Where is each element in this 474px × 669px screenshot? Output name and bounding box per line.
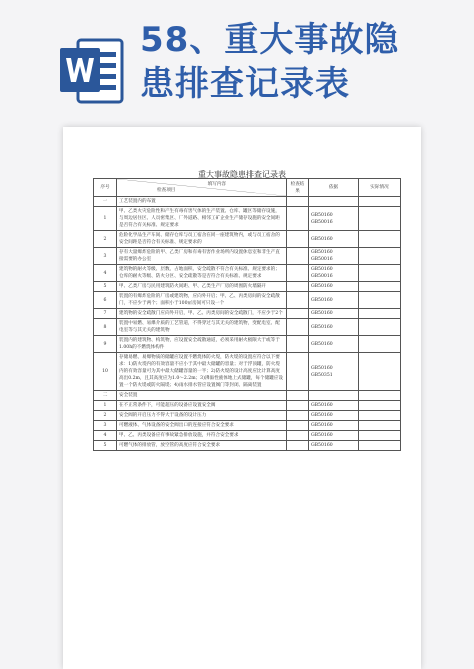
row-result[interactable] bbox=[287, 292, 309, 309]
row-no: 3 bbox=[94, 421, 117, 431]
row-check-item: 安全阀的开启压力不得大于设备的设计压力 bbox=[117, 411, 287, 421]
row-no: 1 bbox=[94, 401, 117, 411]
table-row bbox=[94, 309, 401, 319]
basis-code: GB50160 bbox=[311, 443, 333, 448]
row-basis bbox=[309, 282, 359, 292]
basis-code: GB50016 bbox=[311, 257, 333, 262]
row-result[interactable] bbox=[287, 265, 309, 282]
row-check-item: 可燃液体、气体设备的安全阀出口的连接应符合安全要求 bbox=[117, 421, 287, 431]
row-no: 4 bbox=[94, 431, 117, 441]
document-title: 重大事故隐患排查记录表 bbox=[198, 170, 286, 179]
row-basis bbox=[309, 319, 359, 336]
row-note[interactable] bbox=[359, 441, 401, 451]
row-result[interactable] bbox=[287, 441, 309, 451]
col-basis: 依据 bbox=[309, 179, 359, 197]
row-basis bbox=[309, 207, 359, 231]
table-row bbox=[94, 231, 401, 248]
empty-cell bbox=[309, 391, 359, 401]
row-check-item: 装置内的建筑物、构筑物，应设置安全疏散通道，必须采用耐火极限大于或等于1.00h的不燃烧体构件 bbox=[117, 336, 287, 353]
row-basis bbox=[309, 421, 359, 431]
row-check-item: 甲、乙类厂房与民用建筑防火间距、甲、乙类生产厂房的周围防火墙隔开 bbox=[117, 282, 287, 292]
row-result[interactable] bbox=[287, 431, 309, 441]
section-name: 安全装置 bbox=[117, 391, 287, 401]
row-basis bbox=[309, 401, 359, 411]
row-no: 6 bbox=[94, 292, 117, 309]
row-basis bbox=[309, 292, 359, 309]
row-result[interactable] bbox=[287, 207, 309, 231]
inspection-table bbox=[93, 178, 401, 451]
row-no: 8 bbox=[94, 319, 117, 336]
row-no: 4 bbox=[94, 265, 117, 282]
row-basis bbox=[309, 353, 359, 391]
table-row bbox=[94, 411, 401, 421]
row-no: 10 bbox=[94, 353, 117, 391]
section-no: 一 bbox=[94, 197, 117, 207]
row-result[interactable] bbox=[287, 309, 309, 319]
basis-code: GB50160 bbox=[311, 297, 333, 303]
row-note[interactable] bbox=[359, 282, 401, 292]
basis-code: GB50160 bbox=[311, 212, 333, 218]
row-note[interactable] bbox=[359, 309, 401, 319]
table-header-row bbox=[94, 179, 401, 197]
table-row bbox=[94, 421, 401, 431]
row-check-item: 装置中易燃、易爆介质的工艺管道，不得穿过与其无关的建筑物，变配电室、配电室等与其无关的建筑物 bbox=[117, 319, 287, 336]
title-line-2: 患排查记录表 bbox=[140, 64, 350, 104]
row-result[interactable] bbox=[287, 248, 309, 265]
diagonal-divider bbox=[117, 179, 286, 196]
row-check-item: 在不正常条件下，可能超压的设备应设置安全阀 bbox=[117, 401, 287, 411]
empty-cell bbox=[287, 391, 309, 401]
row-no: 5 bbox=[94, 441, 117, 451]
empty-cell bbox=[359, 197, 401, 207]
basis-code: GB50160 bbox=[311, 267, 333, 272]
row-no: 7 bbox=[94, 309, 117, 319]
basis-code: GB50160 bbox=[311, 413, 333, 418]
table-row bbox=[94, 282, 401, 292]
row-no: 2 bbox=[94, 411, 117, 421]
row-result[interactable] bbox=[287, 421, 309, 431]
row-check-item: 可燃气体的排放管，放空管的高度应符合安全要求 bbox=[117, 441, 287, 451]
basis-code: GB50160 bbox=[311, 324, 333, 330]
row-basis bbox=[309, 441, 359, 451]
row-note[interactable] bbox=[359, 319, 401, 336]
col-fill-content: 填写内容 bbox=[207, 182, 226, 187]
section-name: 工艺装置内的布置 bbox=[117, 197, 287, 207]
row-basis bbox=[309, 431, 359, 441]
empty-cell bbox=[287, 197, 309, 207]
row-note[interactable] bbox=[359, 336, 401, 353]
page-title bbox=[140, 18, 399, 106]
empty-cell bbox=[359, 391, 401, 401]
row-no: 1 bbox=[94, 207, 117, 231]
row-result[interactable] bbox=[287, 401, 309, 411]
row-check-item: 建筑物的安全疏散门应向外开启，甲、乙、丙类房间的安全疏散门，不应少于2个 bbox=[117, 309, 287, 319]
basis-code: GB50160 bbox=[311, 433, 333, 438]
basis-code: GB50016 bbox=[311, 274, 333, 279]
row-check-item: 危险化学品生产车间、储存仓库与员工宿舍在同一座建筑物内，或与员工宿舍的安全间距是否符合有关标准、规定要求的 bbox=[117, 231, 287, 248]
table-row bbox=[94, 431, 401, 441]
row-no: 3 bbox=[94, 248, 117, 265]
row-check-item: 存储易燃、易爆物质的储罐应设置不燃烧体防火堤，防火堤的设置应符合以下要求：1)防火堤内的有效容量不应小于其中最大储罐的容量；对于浮顶罐，防火堤内的有效容量可为其中最大储罐容量的一半；2)防火堤的设计高度应比计算高度高出0.2m，且其高度应为1.0～2.2m；3)沸溢性液体地上式储罐，每个储罐应设置一个防火堤或防火隔堤；4)雨水排水管应设置阀门等封闭、隔离装置 bbox=[117, 353, 287, 391]
table-row bbox=[94, 265, 401, 282]
title-line-1: 58、重大事故隐 bbox=[140, 20, 400, 60]
table-row bbox=[94, 401, 401, 411]
basis-code: GB50160 bbox=[311, 311, 333, 316]
row-note[interactable] bbox=[359, 353, 401, 391]
row-check-item: 甲、乙类火灾危险性和产生有毒有害气体的生产装置、仓库、罐区等储存设施，与周边居住区、人员密集区、厂外道路、相邻工矿企业生产储存设施的安全间距是否符合有关标准、规定要求 bbox=[117, 207, 287, 231]
basis-code: GB50160 bbox=[311, 284, 333, 289]
empty-cell bbox=[309, 197, 359, 207]
col-note: 实际情况 bbox=[359, 179, 401, 197]
table-row bbox=[94, 441, 401, 451]
table-row bbox=[94, 353, 401, 391]
row-basis bbox=[309, 336, 359, 353]
col-no: 序号 bbox=[94, 179, 117, 197]
table-row bbox=[94, 292, 401, 309]
section-no: 二 bbox=[94, 391, 117, 401]
row-note[interactable] bbox=[359, 411, 401, 421]
row-basis bbox=[309, 265, 359, 282]
row-note[interactable] bbox=[359, 248, 401, 265]
table-body bbox=[94, 197, 401, 451]
row-basis bbox=[309, 411, 359, 421]
row-note[interactable] bbox=[359, 431, 401, 441]
word-document-icon bbox=[58, 36, 126, 106]
basis-code: GB50016 bbox=[311, 219, 333, 225]
row-result[interactable] bbox=[287, 411, 309, 421]
basis-code: GB50160 bbox=[311, 250, 333, 255]
row-result[interactable] bbox=[287, 336, 309, 353]
row-note[interactable] bbox=[359, 265, 401, 282]
col-item bbox=[117, 179, 287, 197]
basis-code: GB50351 bbox=[311, 372, 333, 378]
row-basis bbox=[309, 309, 359, 319]
basis-code: GB50160 bbox=[311, 341, 333, 347]
table-row bbox=[94, 207, 401, 231]
row-result[interactable] bbox=[287, 353, 309, 391]
table-row bbox=[94, 319, 401, 336]
row-check-item: 装置的有爆炸危险的厂房或建筑物，应向外开启；甲、乙、丙类房间的安全疏散门，不应少于两个；面积小于100㎡房间可只设一个 bbox=[117, 292, 287, 309]
page-header bbox=[0, 0, 474, 118]
row-check-item: 建筑物的耐火等级、层数、占地面积、安全疏散不符合有关标准、规定要求的；仓库的耐火等级、防火分区、安全疏散等是否符合有关标准、规定要求 bbox=[117, 265, 287, 282]
row-no: 5 bbox=[94, 282, 117, 292]
row-result[interactable] bbox=[287, 231, 309, 248]
row-basis bbox=[309, 231, 359, 248]
col-check-item: 检查项目 bbox=[157, 188, 176, 193]
table-row bbox=[94, 336, 401, 353]
basis-code: GB50160 bbox=[311, 365, 333, 371]
row-no: 2 bbox=[94, 231, 117, 248]
row-note[interactable] bbox=[359, 292, 401, 309]
table-row bbox=[94, 248, 401, 265]
row-result[interactable] bbox=[287, 319, 309, 336]
basis-code: GB50160 bbox=[311, 403, 333, 408]
row-note[interactable] bbox=[359, 401, 401, 411]
row-note[interactable] bbox=[359, 421, 401, 431]
basis-code: GB50160 bbox=[311, 236, 333, 242]
col-result: 检查结果 bbox=[287, 179, 309, 197]
row-note[interactable] bbox=[359, 231, 401, 248]
row-note[interactable] bbox=[359, 207, 401, 231]
section-row bbox=[94, 391, 401, 401]
basis-code: GB50160 bbox=[311, 423, 333, 428]
document-preview bbox=[63, 127, 421, 669]
row-basis bbox=[309, 248, 359, 265]
row-check-item: 存有大量爆炸危险的甲、乙类厂房和有毒有害作业场所内设置休息室和非生产直接需要的办公室 bbox=[117, 248, 287, 265]
row-result[interactable] bbox=[287, 282, 309, 292]
row-check-item: 甲、乙、丙类设备应有事故紧急排放设施，并符合安全要求 bbox=[117, 431, 287, 441]
row-no: 9 bbox=[94, 336, 117, 353]
section-row bbox=[94, 197, 401, 207]
